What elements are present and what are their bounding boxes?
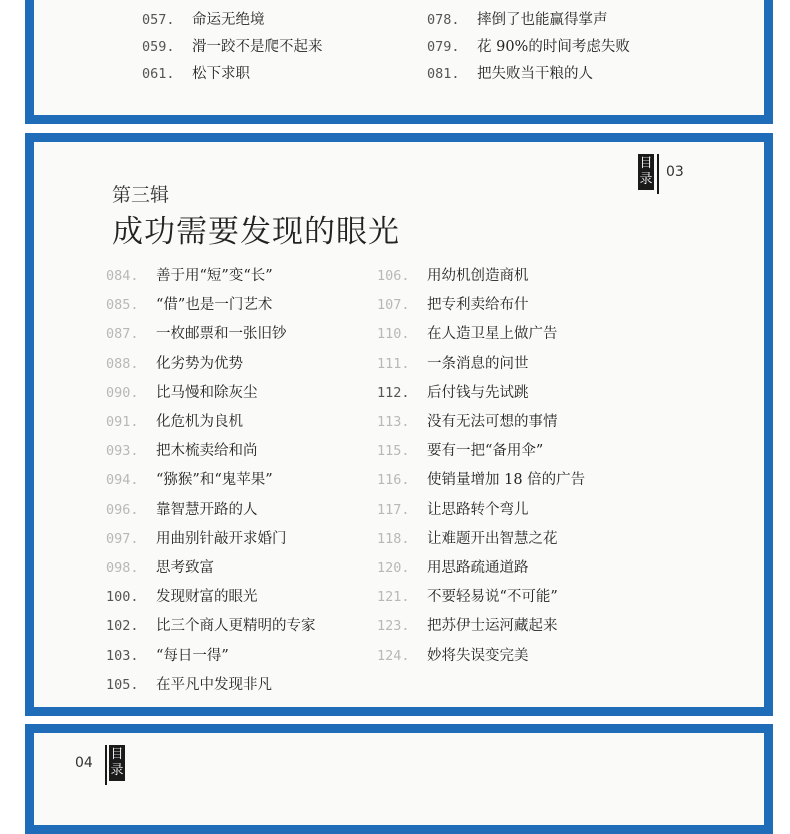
entry-title: 把失败当干粮的人 (477, 66, 593, 82)
entry-title: 一枚邮票和一张旧钞 (156, 326, 287, 343)
entry-number: 088. (106, 355, 139, 372)
toc-entry (106, 381, 258, 402)
toc-entry (106, 352, 243, 373)
middle-page-section (25, 133, 773, 716)
entry-number: 110. (377, 326, 410, 343)
entry-number: 102. (106, 618, 139, 635)
toc-entry (106, 410, 243, 431)
entry-number: 061. (142, 66, 175, 82)
entry-title: 比马慢和除灰尘 (156, 384, 258, 401)
toc-entry (377, 468, 585, 489)
toc-badge-bottom: 目录 (109, 745, 125, 781)
page-number-bottom: 04 (75, 755, 93, 771)
entry-title: 妙将失误变完美 (427, 647, 529, 664)
toc-entry (106, 614, 316, 635)
toc-entry (377, 264, 529, 285)
entry-title: 摔倒了也能赢得掌声 (477, 12, 608, 28)
toc-entry (377, 293, 529, 314)
entry-title: 没有无法可想的事情 (427, 414, 558, 430)
entry-number: 079. (427, 39, 460, 55)
entry-title: 滑一跤不是爬不起来 (192, 39, 323, 55)
entry-number: 094. (106, 472, 139, 489)
toc-entry (377, 556, 529, 577)
entry-number: 085. (106, 297, 139, 314)
toc-entry (377, 381, 529, 402)
entry-title: 让思路转个弯儿 (427, 501, 529, 518)
entry-title: 思考致富 (156, 560, 214, 576)
entry-number: 115. (377, 443, 410, 460)
page-number: 03 (666, 164, 684, 180)
entry-number: 078. (427, 12, 460, 28)
chapter-title: 成功需要发现的眼光 (112, 214, 400, 250)
toc-entry (427, 62, 593, 83)
entry-number: 113. (377, 414, 410, 430)
entry-number: 096. (106, 501, 139, 518)
toc-entry (377, 439, 543, 460)
entry-title: 命运无绝境 (192, 12, 265, 28)
entry-title: 后付钱与先试跳 (427, 384, 529, 401)
toc-entry (106, 527, 287, 548)
entry-number: 084. (106, 268, 139, 284)
entry-number: 120. (377, 560, 410, 576)
toc-entry (427, 35, 630, 56)
entry-number: 093. (106, 443, 139, 460)
entry-title: 用幼机创造商机 (427, 268, 529, 284)
toc-entry (142, 8, 265, 29)
toc-entry (377, 352, 529, 373)
entry-number: 106. (377, 268, 410, 284)
entry-number: 103. (106, 647, 139, 664)
entry-title: 把苏伊士运河藏起来 (427, 618, 558, 635)
entry-title: 化危机为良机 (156, 414, 243, 430)
bottom-page-section (25, 724, 773, 834)
entry-title: 在人造卫星上做广告 (427, 326, 558, 343)
toc-badge: 目录 (638, 154, 654, 190)
chapter-label: 第三辑 (112, 184, 170, 206)
toc-entry (142, 35, 323, 56)
entry-number: 098. (106, 560, 139, 576)
entry-title: 不要轻易说“不可能” (427, 589, 558, 606)
entry-title: 善于用“短”变“长” (156, 268, 273, 284)
entry-title: 一条消息的问世 (427, 355, 529, 372)
toc-entry (377, 527, 558, 548)
entry-number: 081. (427, 66, 460, 82)
toc-entry (106, 644, 229, 665)
entry-title: “借”也是一门艺术 (156, 297, 273, 314)
toc-entry (377, 614, 558, 635)
toc-entry (377, 644, 529, 665)
entry-title: 用思路疏通道路 (427, 560, 529, 576)
entry-number: 057. (142, 12, 175, 28)
entry-number: 117. (377, 501, 410, 518)
entry-title: 在平凡中发现非凡 (156, 676, 272, 693)
entry-number: 059. (142, 39, 175, 55)
toc-entry (142, 62, 250, 83)
entry-number: 107. (377, 297, 410, 314)
entry-number: 123. (377, 618, 410, 635)
entry-number: 091. (106, 414, 139, 430)
entry-title: 把木梳卖给和尚 (156, 443, 258, 460)
toc-entry (377, 322, 558, 343)
toc-entry (106, 468, 273, 489)
toc-entry (106, 585, 258, 606)
entry-title: 把专利卖给布什 (427, 297, 529, 314)
entry-title: “每日一得” (156, 647, 229, 664)
entry-number: 097. (106, 530, 139, 547)
entry-number: 118. (377, 530, 410, 547)
entry-title: 靠智慧开路的人 (156, 501, 258, 518)
toc-entry (106, 673, 272, 694)
entry-title: 使销量增加 18 倍的广告 (427, 472, 586, 489)
entry-title: 花 90%的时间考虑失败 (477, 39, 630, 55)
page-rule (657, 154, 659, 194)
entry-number: 100. (106, 589, 139, 606)
entry-number: 112. (377, 384, 410, 401)
entry-number: 124. (377, 647, 410, 664)
toc-entry (106, 556, 214, 577)
entry-number: 116. (377, 472, 410, 489)
toc-entry (106, 293, 272, 314)
toc-entry (106, 322, 287, 343)
entry-title: 让难题开出智慧之花 (427, 530, 558, 547)
entry-title: 化劣势为优势 (156, 355, 243, 372)
toc-entry (106, 498, 258, 519)
toc-entry (427, 8, 608, 29)
entry-title: 要有一把“备用伞” (427, 443, 544, 460)
entry-number: 087. (106, 326, 139, 343)
entry-number: 105. (106, 676, 139, 693)
page-rule-bottom (105, 745, 107, 785)
entry-title: 比三个商人更精明的专家 (156, 618, 316, 635)
entry-title: “猕猴”和“鬼苹果” (156, 472, 273, 489)
entry-title: 用曲别针敲开求婚门 (156, 530, 287, 547)
top-page-section (25, 0, 773, 124)
entry-number: 121. (377, 589, 410, 606)
entry-title: 松下求职 (192, 66, 250, 82)
entry-title: 发现财富的眼光 (156, 589, 258, 606)
toc-entry (377, 585, 558, 606)
toc-entry (106, 264, 273, 285)
toc-entry (106, 439, 258, 460)
entry-number: 111. (377, 355, 410, 372)
toc-entry (377, 410, 558, 431)
toc-entry (377, 498, 529, 519)
entry-number: 090. (106, 384, 139, 401)
